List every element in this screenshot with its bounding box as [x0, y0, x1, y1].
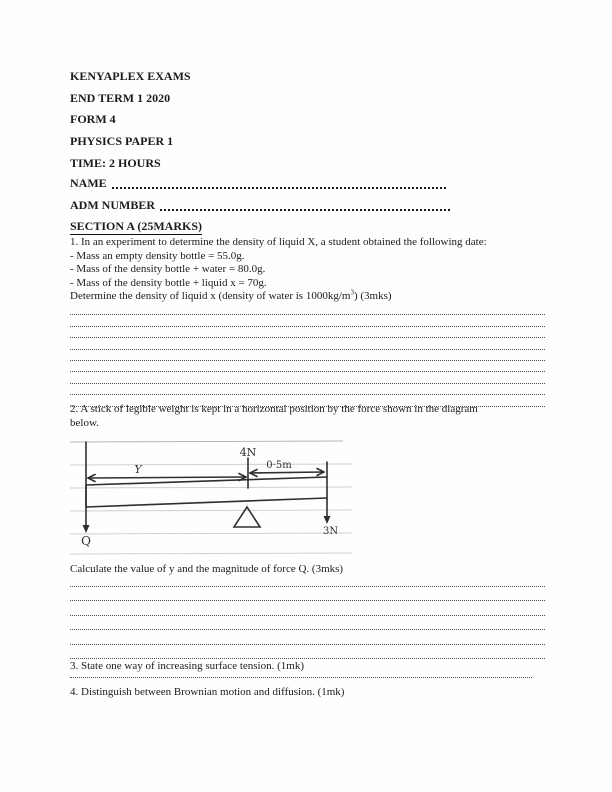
question-4: 4. Distinguish between Brownian motion and diffusion. (1mk) — [70, 686, 345, 698]
force-3n-label: 3N — [323, 526, 339, 537]
force-3n-arrow — [324, 462, 331, 524]
q1-determine-line: Determine the density of liquid x (density of water is $1000kg/m^3$) (3mks) — [70, 288, 392, 303]
answer-dotted-line — [70, 384, 545, 395]
name-dotted-leader — [112, 187, 446, 189]
q2-text-line1: 2. A stick of legible weight is kept in a horizontal position by the force shown in the diagram — [70, 403, 478, 415]
answer-dotted-line — [70, 315, 545, 326]
q2-calculate-line: Calculate the value of y and the magnitude of force Q. (3mks) — [70, 563, 344, 575]
section-a-heading: SECTION A (25MARKS) — [70, 219, 203, 233]
lever-diagram — [62, 432, 362, 557]
q1-answer-lines — [70, 304, 545, 407]
name-field — [70, 176, 446, 191]
stick-beam — [86, 477, 327, 507]
answer-dotted-line — [70, 630, 545, 645]
answer-dotted-line — [70, 350, 545, 361]
adm-number-field — [70, 198, 450, 213]
q1-data-line: - Mass of the density bottle + liquid x = 70g. — [70, 276, 267, 289]
adm-dotted-leader — [160, 209, 450, 211]
force-q-label: Q — [81, 534, 91, 548]
answer-dotted-line — [70, 361, 545, 372]
q2-answer-lines — [70, 572, 545, 659]
q1-data-line: - Mass an empty density bottle = 55.0g. — [70, 249, 245, 262]
exam-paper-title: PHYSICS PAPER 1 — [70, 134, 174, 148]
answer-dotted-line — [70, 338, 545, 349]
question-1 — [70, 236, 558, 304]
q2-text-line2: below. — [70, 416, 99, 429]
answer-dotted-line — [70, 601, 545, 616]
question-3: 3. State one way of increasing surface tension. (1mk) — [70, 660, 304, 672]
adm-field-label: ADM NUMBER — [70, 198, 155, 212]
answer-dotted-line — [70, 587, 545, 602]
exam-board-title: KENYAPLEX EXAMS — [70, 69, 191, 83]
answer-dotted-line — [70, 372, 545, 383]
distance-05m-label: 0·5m — [266, 460, 292, 471]
superscript-3: 3 — [350, 288, 354, 297]
exam-time: TIME: 2 HOURS — [70, 156, 161, 170]
q3-answer-lines — [70, 671, 532, 678]
question-2 — [70, 403, 558, 430]
name-field-label: NAME — [70, 176, 107, 190]
answer-dotted-line — [70, 671, 532, 678]
answer-dotted-line — [70, 572, 545, 587]
force-4n-label: 4N — [239, 446, 257, 459]
exam-form: FORM 4 — [70, 112, 116, 126]
answer-dotted-line — [70, 304, 545, 315]
q1-intro: 1. In an experiment to determine the density of liquid X, a student obtained the following date: — [70, 236, 487, 248]
answer-dotted-line — [70, 616, 545, 631]
distance-y-label: Y — [134, 463, 142, 476]
q1-data-line: - Mass of the density bottle + water = 80.0g. — [70, 263, 266, 276]
ruled-lines — [70, 441, 352, 554]
answer-dotted-line — [70, 327, 545, 338]
exam-term: END TERM 1 2020 — [70, 91, 171, 105]
answer-dotted-line — [70, 645, 545, 660]
